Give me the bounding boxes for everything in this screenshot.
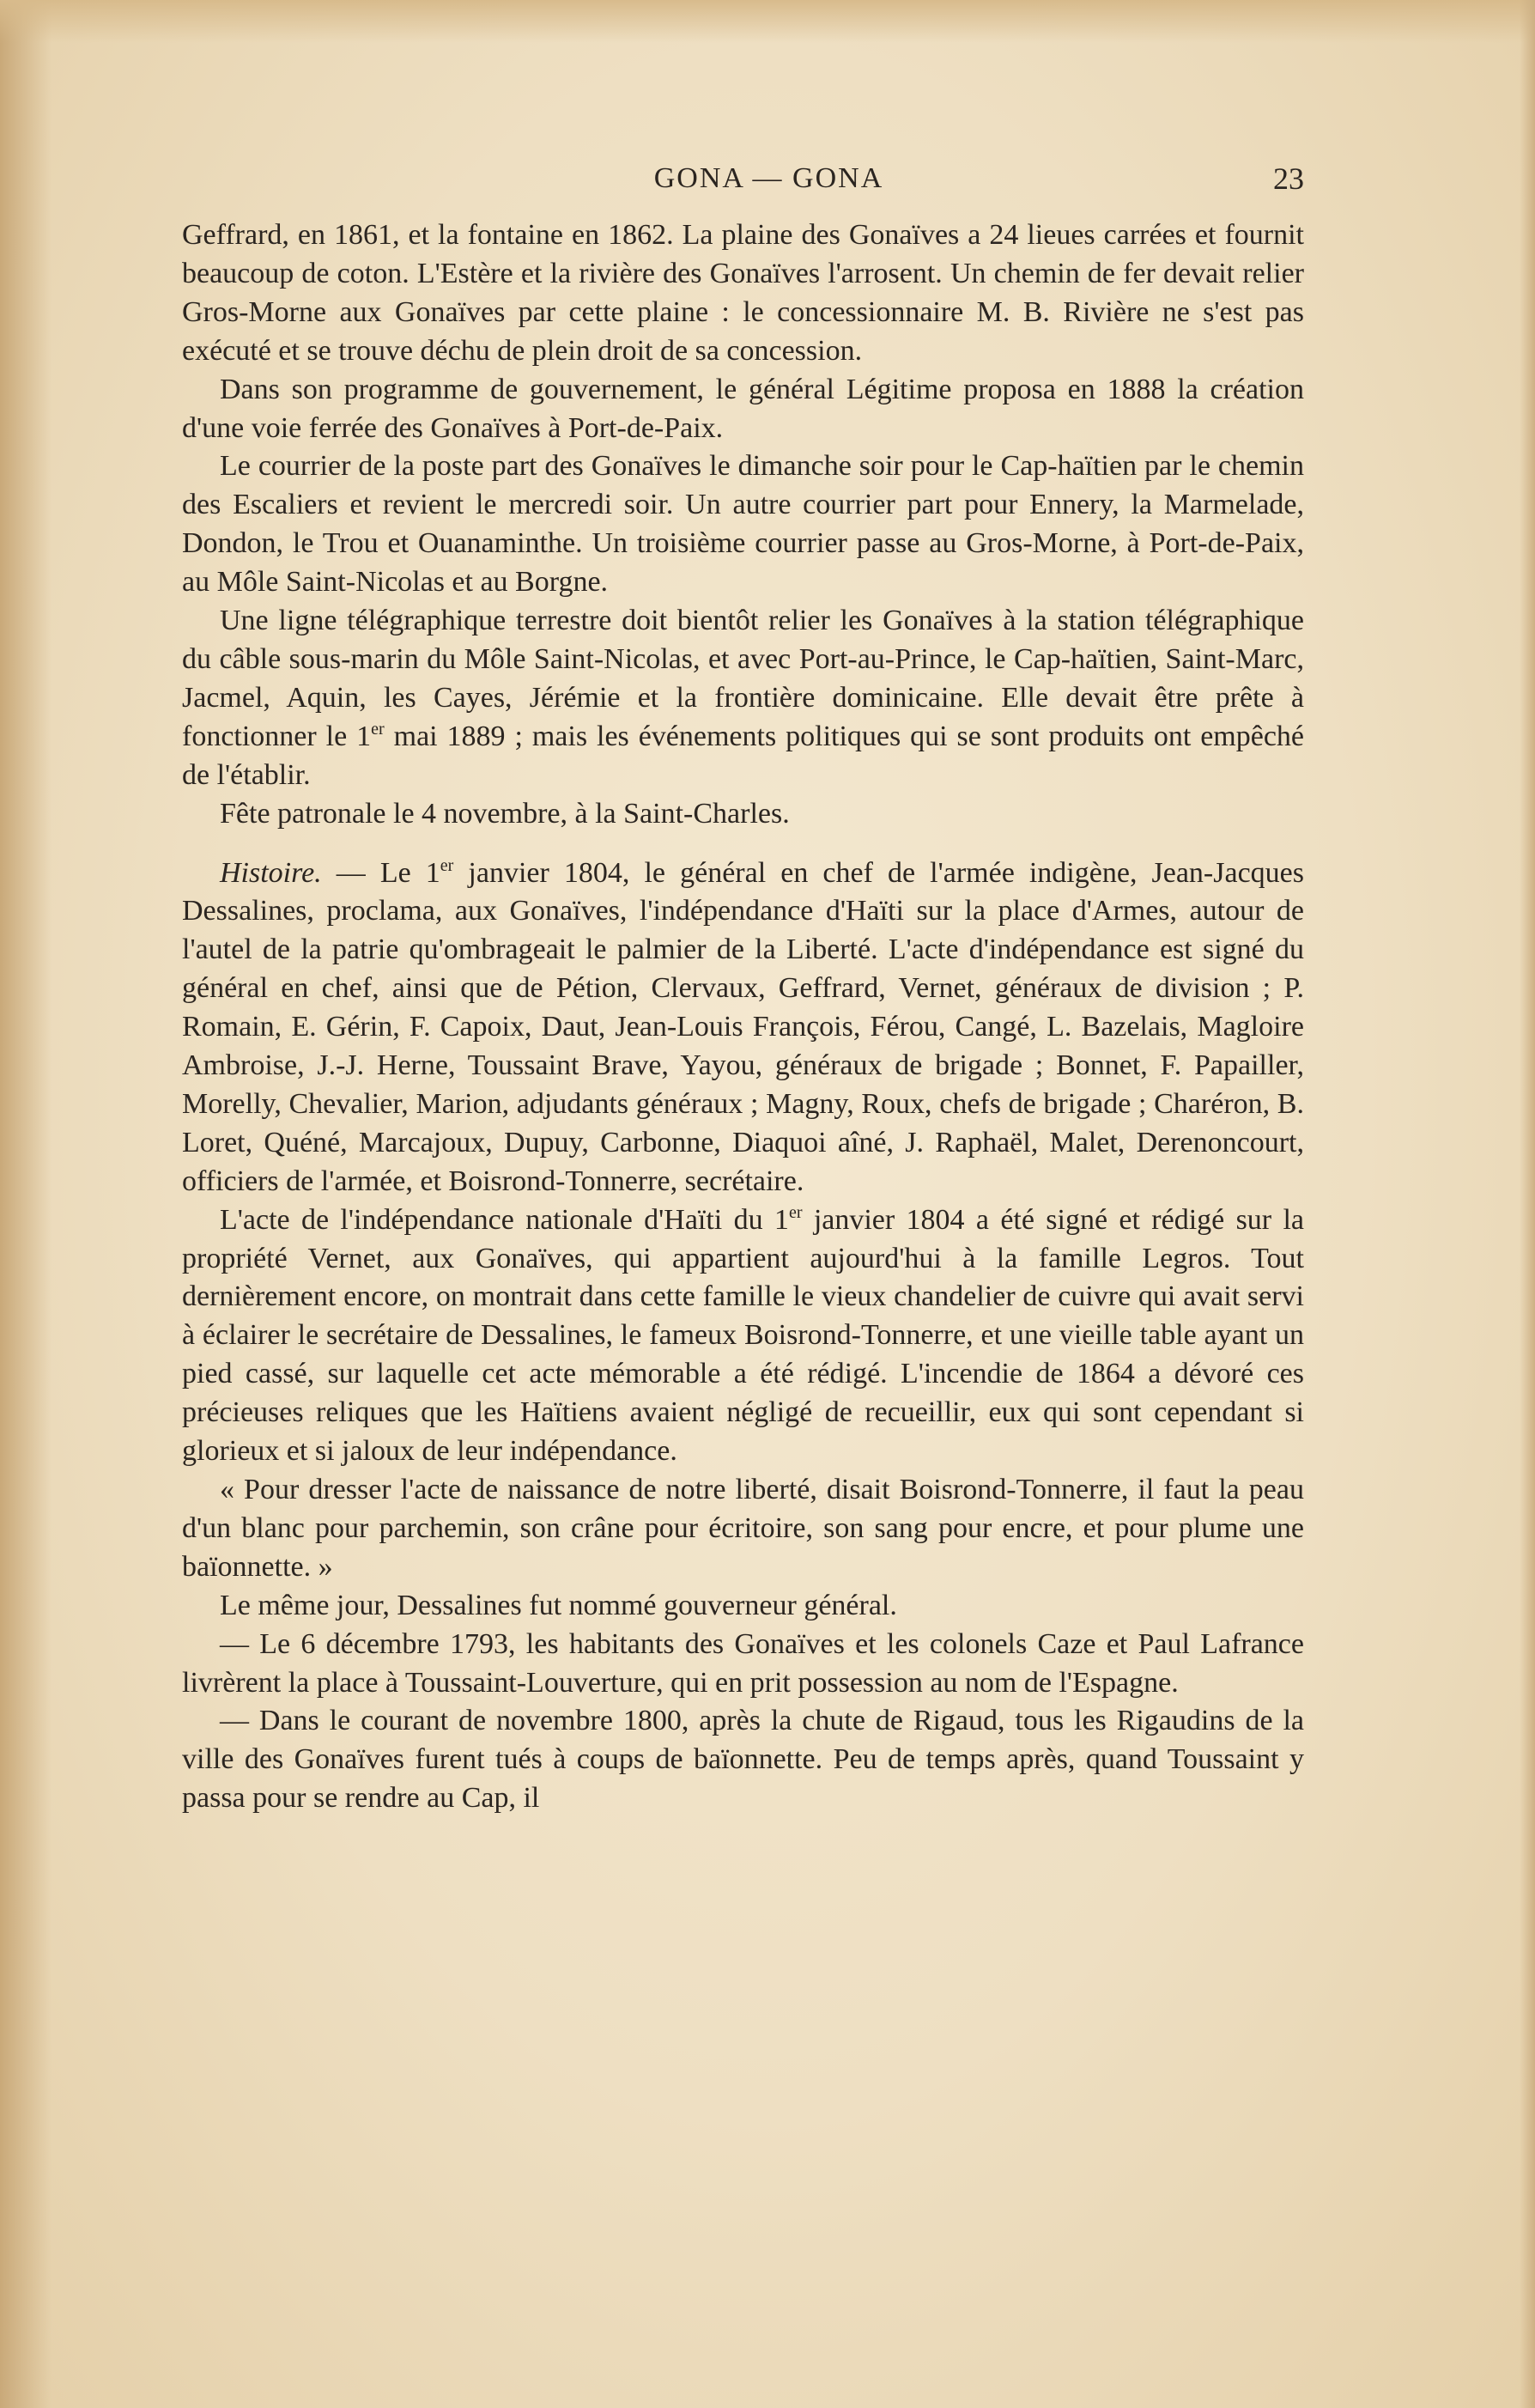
paragraph-3: Le courrier de la poste part des Gonaïves le dimanche soir pour le Cap-haïtien par le chemin des Escaliers et revient le mercredi soir. Un autre courrier part pour Ennery, la Marmelade, Dondon, le Trou et Ouanaminthe. Un troisième courrier passe au Gros-Morne, à Port-de-Paix, au Môle Saint-Nicolas et au Borgne.: [182, 450, 1304, 599]
ordinal-superscript: er: [440, 855, 454, 875]
paragraph-2: Dans son programme de gouvernement, le général Légitime proposa en 1888 la création d'une voie ferrée des Gonaïves à Port-de-Paix.: [182, 373, 1304, 444]
paragraph-1: Geffrard, en 1861, et la fontaine en 1862. La plaine des Gonaïves a 24 lieues carrées et fournit beaucoup de coton. L'Estère et la rivière des Gonaïves l'arrosent. Un chemin de fer devait relier Gros-Morne aux Gonaïves par cette plaine : le concessionnaire M. B. Rivière ne s'est pas exécuté et se trouve déchu de plein droit de sa concession.: [182, 219, 1304, 367]
histoire-text-a: — Le 1: [321, 856, 440, 889]
paragraph-8-quote: « Pour dresser l'acte de naissance de notre liberté, disait Boisrond-Tonnerre, il faut la peau d'un blanc pour parchemin, son crâne pour écritoire, son sang pour encre, et pour plume une baïonnette. »: [182, 1474, 1304, 1583]
paragraph-5: Fête patronale le 4 novembre, à la Saint-Charles.: [220, 797, 790, 830]
page-shadow-top: [0, 0, 1535, 43]
ordinal-superscript: er: [788, 1202, 803, 1222]
paragraph-histoire: [182, 854, 1304, 1201]
histoire-text-b: janvier 1804, le général en chef de l'armée indigène, Jean-Jacques Dessalines, proclama, aux Gonaïves, l'indépendance d'Haïti sur la place d'Armes, autour de l'autel de la patrie qu'ombrageait le palmier de la Liberté. L'acte d'indépendance est signé du général en chef, ainsi que de Pétion, Clervaux, Geffrard, Vernet, généraux de division ; P. Romain, E. Gérin, F. Capoix, Daut, Jean-Louis François, Férou, Cangé, L. Bazelais, Magloire Ambroise, J.-J. Herne, Toussaint Brave, Yayou, généraux de brigade ; Bonnet, F. Papailler, Morelly, Chevalier, Marion, adjudants généraux ; Magny, Roux, chefs de brigade ; Charéron, B. Loret, Quéné, Marcajoux, Dupuy, Carbonne, Diaquoi aîné, J. Raphaël, Malet, Derenoncourt, officiers de l'armée, et Boisrond-Tonnerre, secrétaire.: [182, 856, 1304, 1197]
section-label-histoire: Histoire.: [220, 856, 322, 889]
paragraph-11: — Dans le courant de novembre 1800, après la chute de Rigaud, tous les Rigaudins de la ville des Gonaïves furent tués à coups de baïonnette. Peu de temps après, quand Toussaint y passa pour se rendre au Cap, il: [182, 1705, 1304, 1815]
running-header: [182, 156, 1304, 201]
paragraph-4: [182, 602, 1304, 795]
page-shadow-right: [1520, 0, 1535, 2408]
page-number: 23: [1273, 161, 1304, 196]
paragraph-7: [182, 1201, 1304, 1471]
running-title: GONA — GONA: [653, 162, 884, 194]
paragraph-7-text-a: L'acte de l'indépendance nationale d'Haïti du 1: [220, 1203, 789, 1236]
paragraph-4-text-a: Une ligne télégraphique terrestre doit bientôt relier les Gonaïves à la station télégraphique du câble sous-marin du Môle Saint-Nicolas, et avec Port-au-Prince, le Cap-haïtien, Saint-Marc, Jacmel, Aquin, les Cayes, Jérémie et la frontière dominicaine. Elle devait être prête à fonctionner le 1: [182, 605, 1304, 752]
paragraph-9: Le même jour, Dessalines fut nommé gouverneur général.: [220, 1589, 897, 1621]
paragraph-10: — Le 6 décembre 1793, les habitants des Gonaïves et les colonels Caze et Paul Lafrance livrèrent la place à Toussaint-Louverture, qui en prit possession au nom de l'Espagne.: [182, 1627, 1304, 1699]
body-text: [182, 216, 1304, 1818]
ordinal-superscript: er: [371, 719, 385, 739]
paragraph-7-text-b: janvier 1804 a été signé et rédigé sur la propriété Vernet, aux Gonaïves, qui appartient aujourd'hui à la famille Legros. Tout dernièrement encore, on montrait dans cette famille le vieux chandelier de cuivre qui avait servi à éclairer le secrétaire de Dessalines, le fameux Boisrond-Tonnerre, et une vieille table ayant un pied cassé, sur laquelle cet acte mémorable a été rédigé. L'incendie de 1864 a dévoré ces précieuses reliques que les Haïtiens avaient négligé de recueillir, eux qui sont cependant si glorieux et si jaloux de leur indépendance.: [182, 1203, 1304, 1468]
paragraph-4-text-b: mai 1889 ; mais les événements politiques qui se sont produits ont empêché de l'établir.: [182, 720, 1305, 791]
page-shadow-left: [0, 0, 52, 2408]
